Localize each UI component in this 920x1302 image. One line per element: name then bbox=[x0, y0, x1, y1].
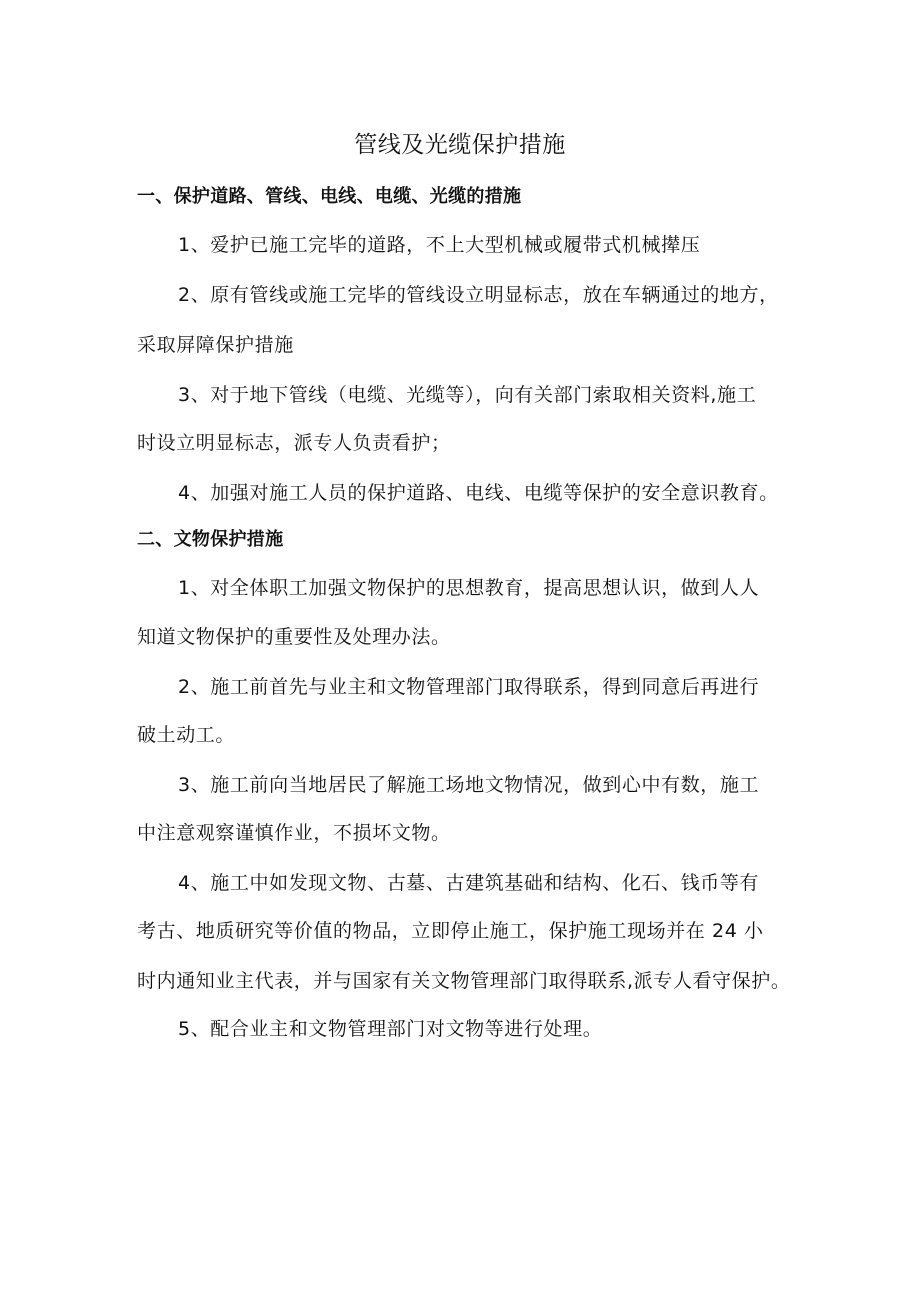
paragraph-line: 知道文物保护的重要性及处理办法。 bbox=[137, 626, 451, 648]
paragraph-line: 2、施工前首先与业主和文物管理部门取得联系，得到同意后再进行 bbox=[178, 676, 760, 698]
document-title: 管线及光缆保护措施 bbox=[354, 132, 566, 158]
paragraph-line: 时设立明显标志，派专人负责看护； bbox=[137, 432, 451, 454]
paragraph-line: 中注意观察谨慎作业，不损坏文物。 bbox=[137, 822, 451, 844]
paragraph-line: 5、配合业主和文物管理部门对文物等进行处理。 bbox=[178, 1018, 603, 1040]
paragraph-line: 4、加强对施工人员的保护道路、电线、电缆等保护的安全意识教育。 bbox=[178, 482, 779, 504]
paragraph-line: 破土动工。 bbox=[137, 724, 236, 746]
section-heading-relics: 二、文物保护措施 bbox=[137, 529, 284, 550]
paragraph-line: 3、对于地下管线（电缆、光缆等），向有关部门索取相关资料,施工 bbox=[178, 384, 757, 406]
paragraph-line: 采取屏障保护措施 bbox=[137, 334, 294, 356]
paragraph-line: 3、施工前向当地居民了解施工场地文物情况，做到心中有数，施工 bbox=[178, 774, 760, 796]
paragraph-line: 考古、地质研究等价值的物品，立即停止施工，保护施工现场并在 24 小 bbox=[137, 920, 764, 942]
paragraph-line: 1、对全体职工加强文物保护的思想教育，提高思想认识，做到人人 bbox=[178, 577, 760, 599]
paragraph-line: 1、爱护已施工完毕的道路，不上大型机械或履带式机械撵压 bbox=[178, 234, 701, 256]
paragraph-line: 时内通知业主代表，并与国家有关文物管理部门取得联系,派专人看守保护。 bbox=[137, 970, 791, 992]
paragraph-line: 4、施工中如发现文物、古墓、古建筑基础和结构、化石、钱币等有 bbox=[178, 872, 760, 894]
section-heading-protection: 一、保护道路、管线、电线、电缆、光缆的措施 bbox=[137, 186, 522, 207]
paragraph-line: 2、原有管线或施工完毕的管线设立明显标志，放在车辆通过的地方， bbox=[178, 284, 779, 306]
